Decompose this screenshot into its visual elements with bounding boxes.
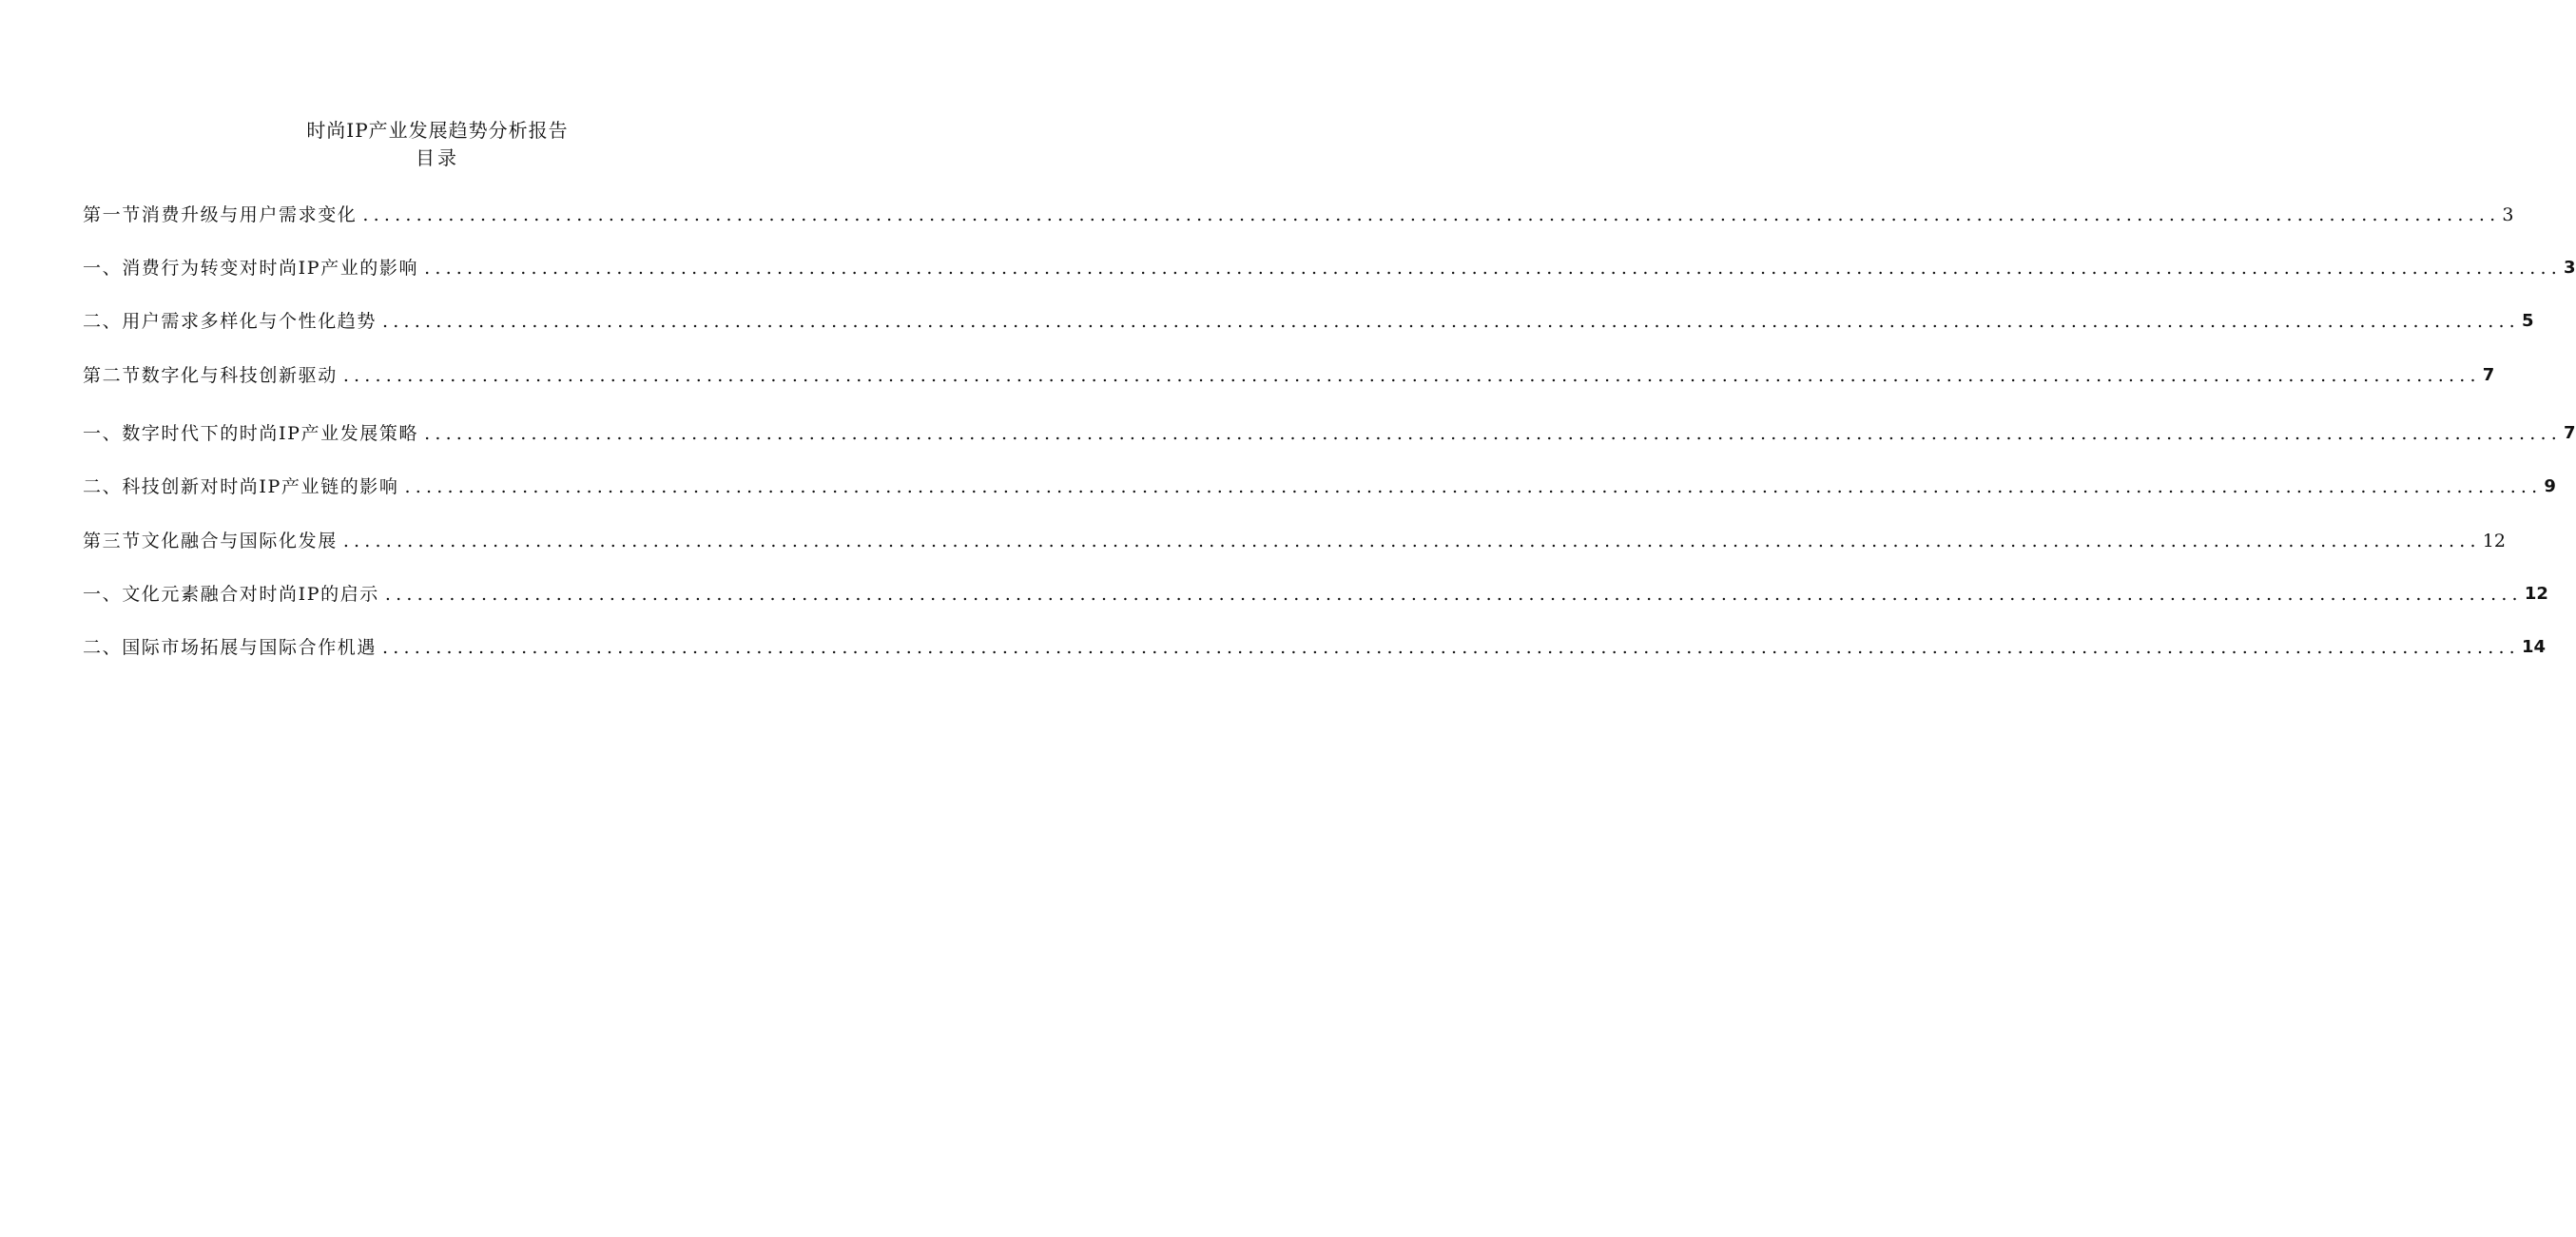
toc-entry-page: 12 <box>2524 584 2548 604</box>
toc-leader-dots: ........................................................................................................................................................................................................ <box>424 423 2563 444</box>
toc-entry[interactable] <box>83 308 2534 335</box>
toc-entry-title: 二、用户需求多样化与个性化趋势 <box>83 311 378 332</box>
toc-entry-title: 第三节文化融合与国际化发展 <box>83 531 338 551</box>
toc-leader-dots: ........................................................................................................................................................................................................ <box>382 311 2520 332</box>
toc-entry-page: 14 <box>2521 637 2546 657</box>
toc-leader-dots: ........................................................................................................................................................................................................ <box>384 584 2523 605</box>
toc-leader-dots: ........................................................................................................................................................................................................ <box>404 476 2543 497</box>
toc-leader-dots: ........................................................................................................................................................................................................ <box>342 365 2481 386</box>
toc-entry-title: 一、文化元素融合对时尚IP的启示 <box>83 584 379 605</box>
toc-entry[interactable] <box>83 202 2514 228</box>
toc-leader-dots: ........................................................................................................................................................................................................ <box>342 531 2481 551</box>
toc-entry-title: 第二节数字化与科技创新驱动 <box>83 365 338 386</box>
toc-entry-page: 3 <box>2564 258 2576 278</box>
toc-entry[interactable] <box>83 474 2556 500</box>
toc-entry[interactable] <box>83 420 2576 447</box>
toc-entry[interactable] <box>83 634 2546 661</box>
toc-entry[interactable] <box>83 528 2506 554</box>
toc-entry-title: 二、国际市场拓展与国际合作机遇 <box>83 637 378 658</box>
toc-entry-page: 7 <box>2564 423 2576 443</box>
toc-entry[interactable] <box>83 362 2495 389</box>
toc-entry-page: 3 <box>2502 204 2514 225</box>
toc-entry[interactable] <box>83 255 2576 281</box>
toc-entry-title: 一、消费行为转变对时尚IP产业的影响 <box>83 258 419 279</box>
toc-entry[interactable] <box>83 581 2548 608</box>
toc-leader-dots: ........................................................................................................................................................................................................ <box>424 258 2563 279</box>
document-title: 时尚IP产业发展趋势分析报告 <box>306 119 569 142</box>
toc-entry-title: 第一节消费升级与用户需求变化 <box>83 204 358 225</box>
toc-leader-dots: ........................................................................................................................................................................................................ <box>362 204 2501 225</box>
toc-entry-title: 二、科技创新对时尚IP产业链的影响 <box>83 476 399 497</box>
toc-entry-page: 12 <box>2482 531 2506 551</box>
toc-heading: 目录 <box>416 146 459 169</box>
toc-entry-page: 5 <box>2521 311 2534 331</box>
toc-entry-title: 一、数字时代下的时尚IP产业发展策略 <box>83 423 419 444</box>
toc-entry-page: 7 <box>2482 365 2495 385</box>
toc-leader-dots: ........................................................................................................................................................................................................ <box>382 637 2520 658</box>
toc-entry-page: 9 <box>2544 476 2556 496</box>
